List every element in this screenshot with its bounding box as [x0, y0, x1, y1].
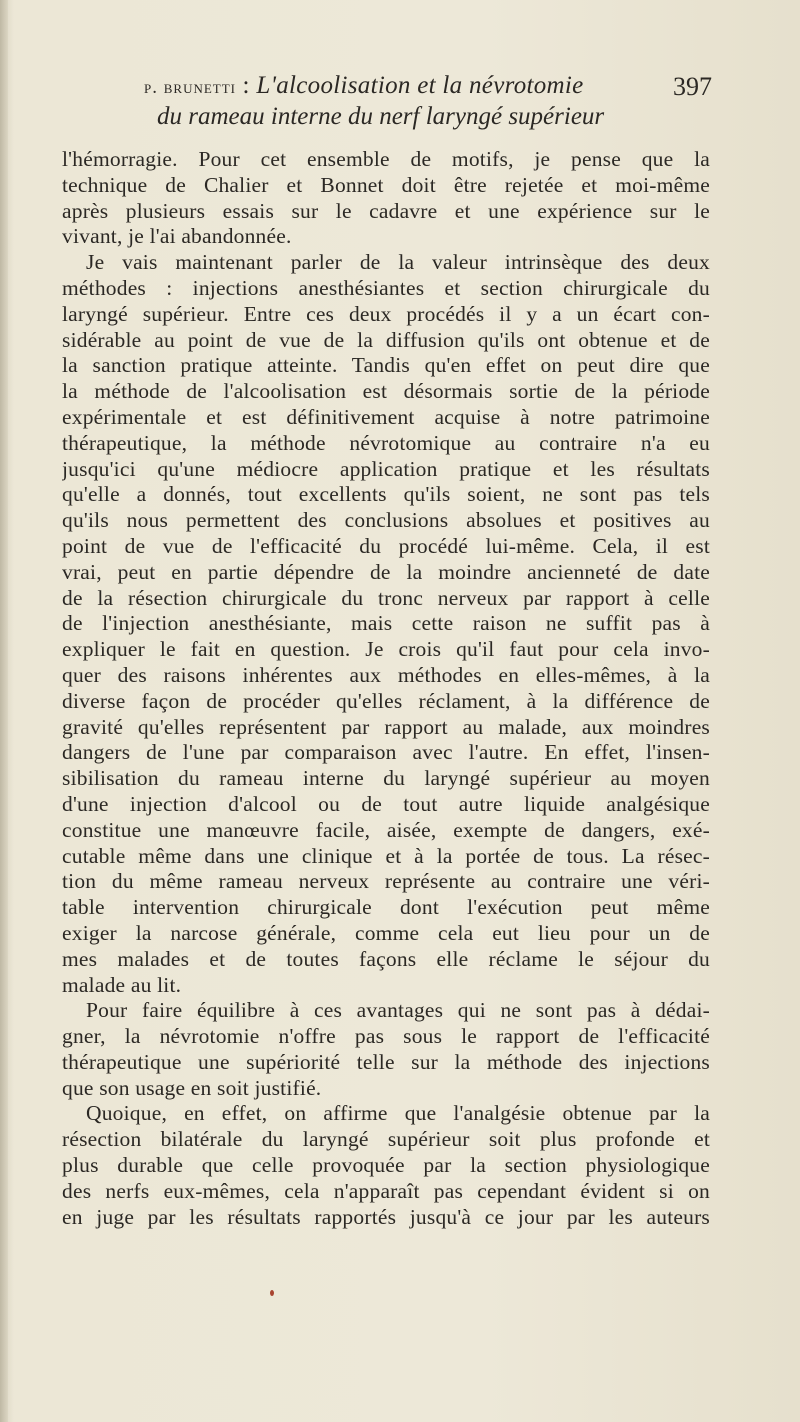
text-line: la sanction pratique atteinte. Tandis qu'en effet on peut dire que [62, 353, 710, 378]
running-head [60, 72, 710, 132]
text-line: Pour faire équilibre à ces avantages qui ne sont pas à dédai- [86, 998, 710, 1023]
text-line: que son usage en soit justifié. [62, 1075, 322, 1100]
running-head-separator: : [236, 72, 257, 99]
text-line: sibilisation du rameau interne du laryngé supérieur au moyen [62, 766, 710, 791]
text-line: quer des raisons inhérentes aux méthodes en elles-mêmes, à la [62, 662, 710, 687]
ink-speck [270, 1290, 274, 1296]
text-line: point de vue de l'efficacité du procédé lui-même. Cela, il est [62, 533, 710, 558]
text-line: expliquer le fait en question. Je crois qu'il faut pour cela invo- [62, 637, 710, 662]
text-line: Je vais maintenant parler de la valeur intrinsèque des deux [86, 250, 710, 275]
text-line: constitue une manœuvre facile, aisée, exempte de dangers, exé- [62, 817, 710, 842]
text-line: malade au lit. [62, 972, 182, 997]
running-head-subtitle: du rameau interne du nerf laryngé supérieur [157, 103, 605, 130]
text-line: de l'injection anesthésiante, mais cette raison ne suffit pas à [62, 611, 710, 636]
text-line: jusqu'ici qu'une médiocre application pratique et les résultats [62, 456, 710, 481]
text-line: mes malades et de toutes façons elle réclame le séjour du [62, 946, 710, 971]
text-line: en juge par les résultats rapportés jusqu'à ce jour par les auteurs [62, 1204, 710, 1229]
running-head-author: p. brunetti [144, 77, 236, 98]
text-line: qu'ils nous permettent des conclusions absolues et positives au [62, 508, 710, 533]
text-line: dangers de l'une par comparaison avec l'autre. En effet, l'insen- [62, 740, 710, 765]
text-line: thérapeutique, la méthode névrotomique au contraire n'a eu [62, 430, 710, 455]
text-line: de la résection chirurgicale du tronc nerveux par rapport à celle [62, 585, 710, 610]
running-head-title: L'alcoolisation et la névrotomie [256, 72, 584, 99]
text-line: technique de Chalier et Bonnet doit être rejetée et moi-même [62, 172, 710, 197]
text-line: expérimentale et est définitivement acquise à notre patrimoine [62, 404, 710, 429]
running-head-line-1 [144, 72, 584, 100]
body-text [62, 147, 710, 1230]
text-line: plus durable que celle provoquée par la section physiologique [62, 1153, 710, 1178]
text-line: thérapeutique une supériorité telle sur la méthode des injections [62, 1049, 710, 1074]
text-line: cutable même dans une clinique et à la portée de tous. La résec- [62, 843, 710, 868]
text-line: vrai, peut en partie dépendre de la moindre ancienneté de date [62, 559, 710, 584]
text-line: exiger la narcose générale, comme cela eut lieu pour un de [62, 920, 710, 945]
text-line: après plusieurs essais sur le cadavre et une expérience sur le [62, 198, 710, 223]
text-line: tion du même rameau nerveux représente au contraire une véri- [62, 869, 710, 894]
text-line: gner, la névrotomie n'offre pas sous le rapport de l'efficacité [62, 1024, 710, 1049]
text-line: méthodes : injections anesthésiantes et section chirurgicale du [62, 275, 710, 300]
text-line: diverse façon de procéder qu'elles réclament, à la différence de [62, 688, 710, 713]
text-line: qu'elle a donnés, tout excellents qu'ils soient, ne sont pas tels [62, 482, 710, 507]
text-line: résection bilatérale du laryngé supérieur soit plus profonde et [62, 1127, 710, 1152]
text-line: table intervention chirurgicale dont l'exécution peut même [62, 895, 710, 920]
text-line: d'une injection d'alcool ou de tout autre liquide analgésique [62, 791, 710, 816]
text-line: laryngé supérieur. Entre ces deux procédés il y a un écart con- [62, 301, 710, 326]
text-line: sidérable au point de vue de la diffusion qu'ils ont obtenue et de [62, 327, 710, 352]
text-line: vivant, je l'ai abandonnée. [62, 224, 292, 249]
text-line: Quoique, en effet, on affirme que l'analgésie obtenue par la [86, 1101, 710, 1126]
text-line: des nerfs eux-mêmes, cela n'apparaît pas cependant évident si on [62, 1178, 710, 1203]
page-binding-edge [0, 0, 8, 1422]
text-line: l'hémorragie. Pour cet ensemble de motifs, je pense que la [62, 147, 710, 171]
text-line: gravité qu'elles représentent par rapport au malade, aux moindres [62, 714, 710, 739]
text-line: la méthode de l'alcoolisation est désormais sortie de la période [62, 379, 710, 404]
page-number: 397 [673, 72, 712, 101]
